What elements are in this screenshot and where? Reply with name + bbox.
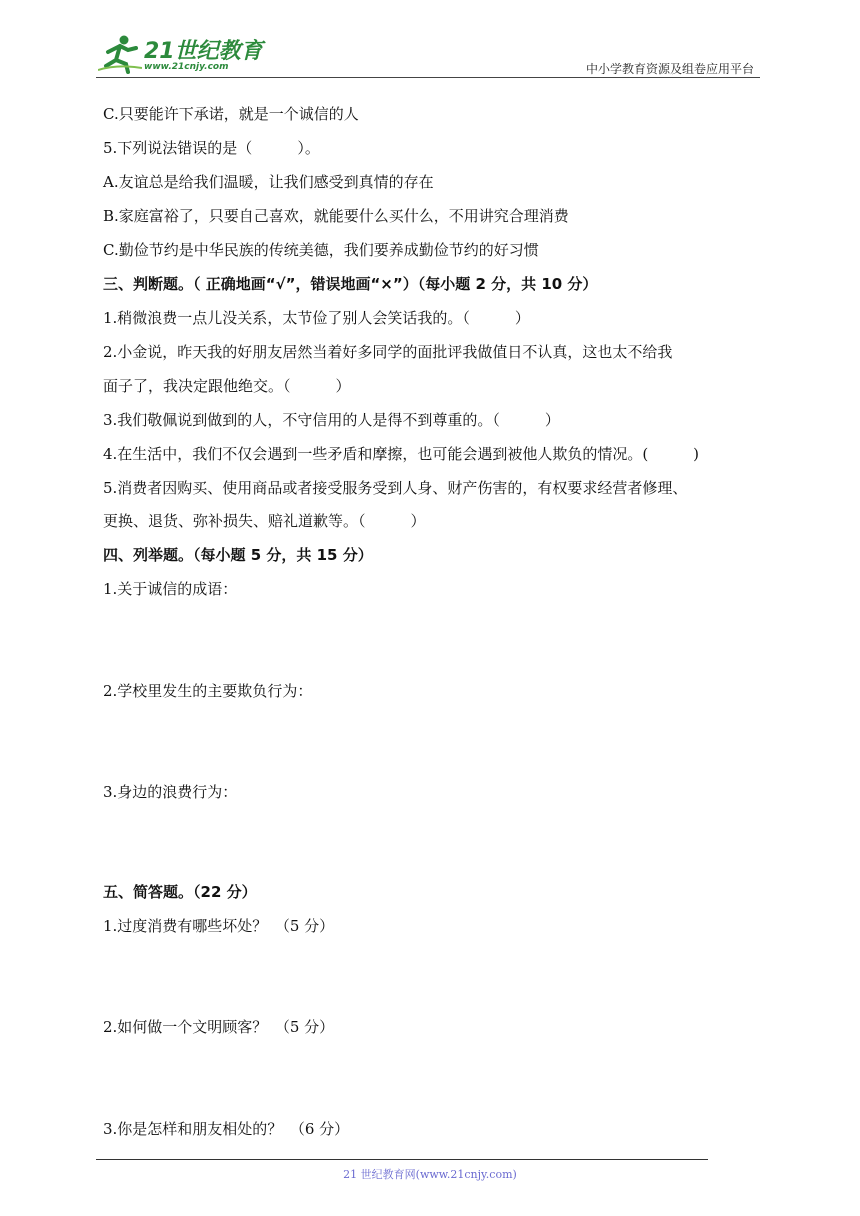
text-line: 5.消费者因购买、使用商品或者接受服务受到人身、财产伤害的，有权要求经营者修理、 (103, 479, 688, 497)
text-line: A.友谊总是给我们温暖，让我们感受到真情的存在 (103, 173, 434, 191)
text-line: 3.身边的浪费行为： (103, 783, 238, 801)
logo (96, 30, 266, 78)
text-line: 1.过度消费有哪些坏处？ （5 分） (103, 917, 335, 935)
logo-url: www.21cnjy.com (144, 62, 229, 72)
text-line: 2.如何做一个文明顾客？ （5 分） (103, 1018, 335, 1036)
text-line: 2.小金说，昨天我的好朋友居然当着好多同学的面批评我做值日不认真，这也太不给我 (103, 343, 673, 361)
logo-text: 21世纪教育 (144, 39, 263, 64)
text-line: C.勤俭节约是中华民族的传统美德，我们要养成勤俭节约的好习惯 (103, 241, 539, 259)
text-line: B.家庭富裕了，只要自己喜欢，就能要什么买什么，不用讲究合理消费 (103, 207, 569, 225)
runner-logo-icon (98, 34, 142, 74)
text-line: 4.在生活中，我们不仅会遇到一些矛盾和摩擦，也可能会遇到被他人欺负的情况。( ) (103, 445, 700, 463)
header-tagline: 中小学教育资源及组卷应用平台 (585, 62, 754, 76)
text-line: 3.你是怎样和朋友相处的？ （6 分） (103, 1120, 350, 1138)
page-footer: 21 世纪教育网(www.21cnjy.com) (343, 1168, 517, 1181)
text-line: 1.稍微浪费一点儿没关系，太节俭了别人会笑话我的。（ ） (103, 309, 530, 327)
footer-divider (96, 1159, 708, 1160)
text-line: 2.学校里发生的主要欺负行为： (103, 682, 313, 700)
section-heading: 四、列举题。（每小题 5 分，共 15 分） (103, 546, 373, 564)
text-line: 更换、退货、弥补损失、赔礼道歉等。（ ） (103, 512, 426, 530)
page-header (96, 30, 760, 80)
header-divider (96, 77, 760, 78)
text-line: 5.下列说法错误的是（ ）。 (103, 139, 320, 157)
text-line: 面子了，我决定跟他绝交。（ ） (103, 377, 351, 395)
section-heading: 五、简答题。（22 分） (103, 883, 257, 901)
section-heading: 三、判断题。（ 正确地画“√”，错误地画“×”）（每小题 2 分，共 10 分） (103, 275, 598, 293)
text-line: 1.关于诚信的成语： (103, 580, 238, 598)
text-line: 3.我们敬佩说到做到的人，不守信用的人是得不到尊重的。（ ） (103, 411, 560, 429)
text-line: C.只要能许下承诺，就是一个诚信的人 (103, 105, 359, 123)
